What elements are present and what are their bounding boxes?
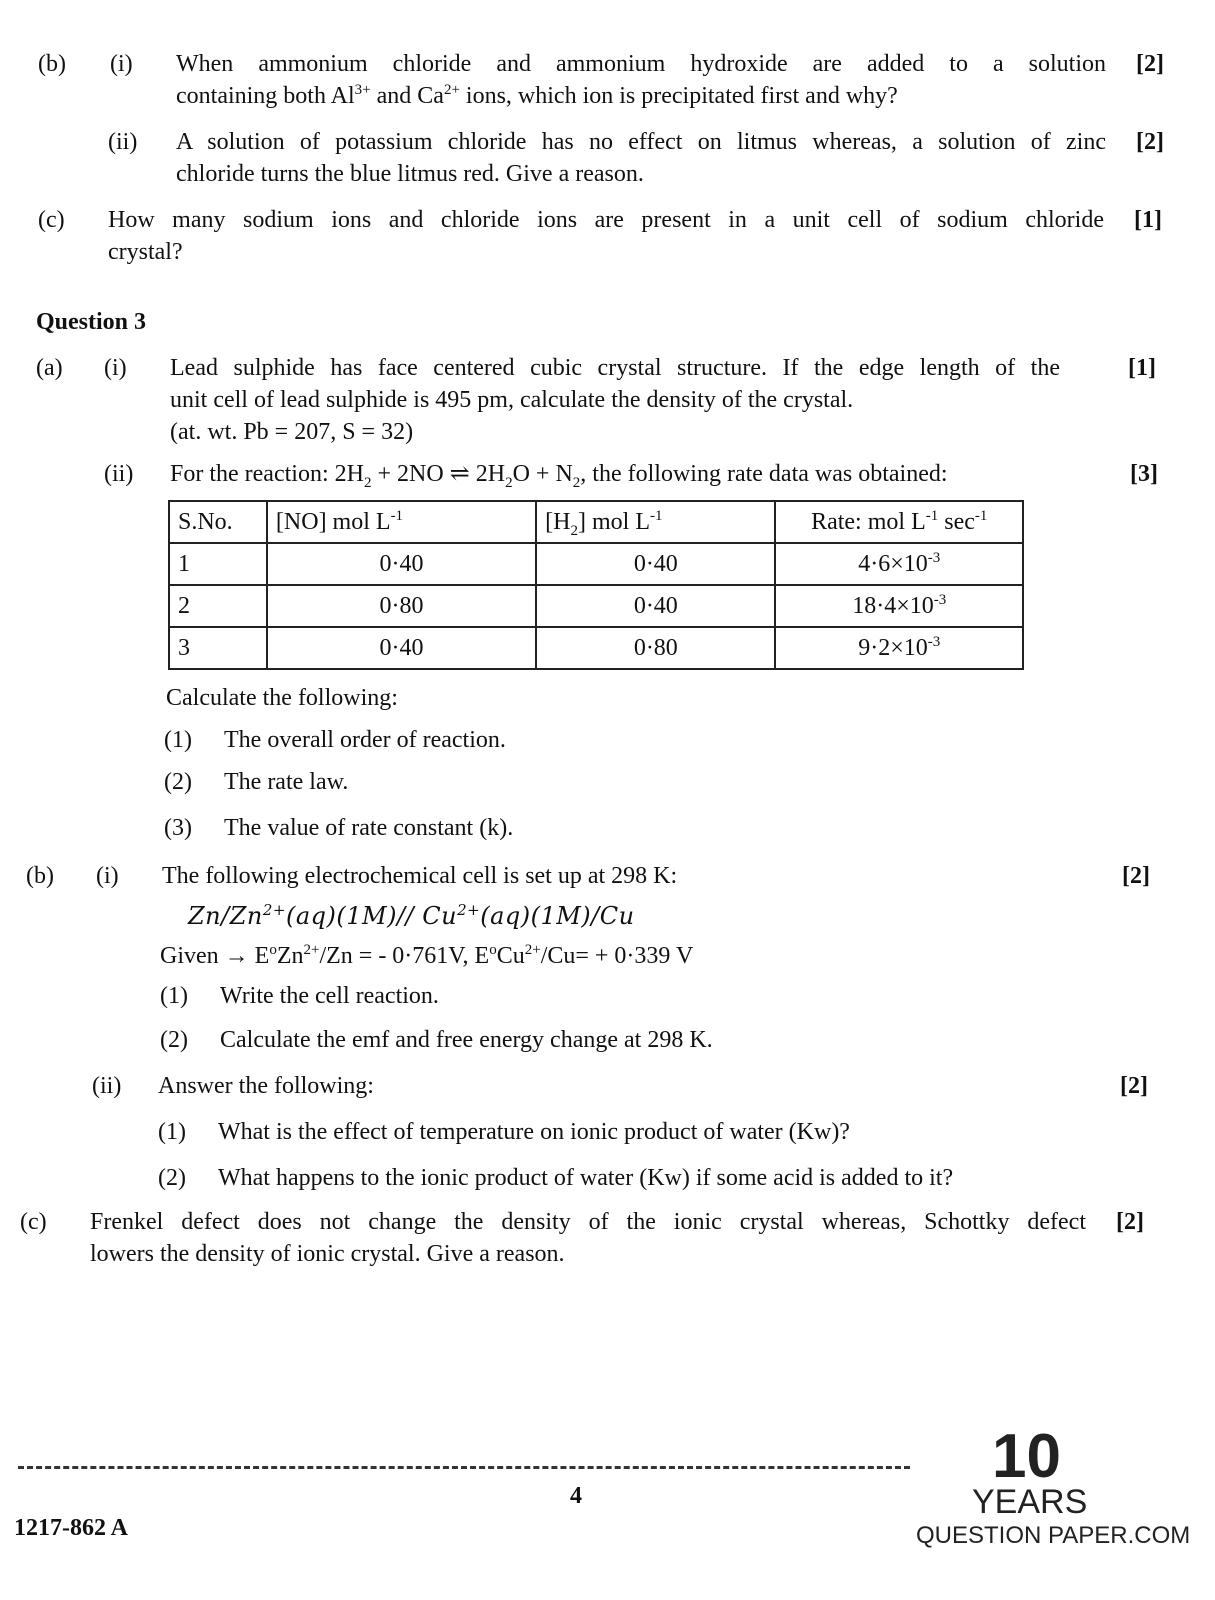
q3-a-ii-intro: For the reaction: $2H_2 + 2NO$ ⇌ $2H_2O + N_2$, the following rate data was obtained: (170, 461, 948, 491)
cell-notation: $Zn/Zn^{2+}(aq)(1M)//$ $Cu^{2+}(aq)(1M)/Cu$ (188, 901, 635, 930)
q3-a-ii-item-text: The rate law. (224, 769, 349, 795)
q3-a-i-line3: (at. wt. Pb = 207, S = 32) (170, 419, 414, 445)
q2-c-line2: crystal? (108, 239, 183, 265)
q3-b-i-line1: The following electrochemical cell is set up at 298 K: (162, 863, 678, 889)
q3-b-i-item-text: Calculate the emf and free energy change at 298 K. (220, 1027, 713, 1053)
q3-c-marks: [2] (1116, 1209, 1144, 1235)
q3-a-ii-item-num: (3) (164, 815, 192, 841)
q2-c-line1: How many sodium ions and chloride ions are present in a unit cell of sodium chloride (108, 207, 1104, 233)
q3-a-i-line2: unit cell of lead sulphide is 495 pm, calculate the density of the crystal. (170, 387, 854, 413)
q2-b-i-marks: [2] (1136, 51, 1164, 77)
q3-a-i-marks: [1] (1128, 355, 1156, 381)
q3-a-ii-item-text: The overall order of reaction. (224, 727, 506, 753)
q3-a-label: (a) (36, 355, 63, 381)
q3-b-i-marks: [2] (1122, 863, 1150, 889)
cell-h2: 0·40 (536, 543, 775, 585)
q3-b-i-item-num: (2) (160, 1027, 188, 1053)
logo-site: QUESTION PAPER.COM (916, 1522, 1191, 1549)
q3-c-label: (c) (20, 1209, 47, 1235)
q3-b-ii-item-num: (2) (158, 1165, 186, 1191)
q2-b-label: (b) (38, 51, 66, 77)
q3-b-i-item-text: Write the cell reaction. (220, 983, 439, 1009)
header-h2-conc: $[H_2]$ mol $L^{-1}$ (536, 501, 775, 543)
q3-b-i-item-num: (1) (160, 983, 188, 1009)
q3-a-i-line1: Lead sulphide has face centered cubic crystal structure. If the edge length of the (170, 355, 1060, 381)
q2-b-i-num: (i) (110, 51, 133, 77)
table-row (169, 627, 1023, 669)
rate-data-table (168, 500, 1024, 670)
cell-sno: 1 (169, 543, 267, 585)
paper-code: 1217-862 A (14, 1515, 128, 1541)
q3-a-ii-num: (ii) (104, 461, 134, 487)
q3-b-i-num: (i) (96, 863, 119, 889)
cell-h2: 0·40 (536, 585, 775, 627)
table-header-row (169, 501, 1023, 543)
cell-no: 0·40 (267, 543, 536, 585)
page-number: 4 (570, 1483, 582, 1509)
cell-rate: $18\cdot 4\times 10^{-3}$ (775, 585, 1023, 627)
header-no-conc: [NO] mol $L^{-1}$ (267, 501, 536, 543)
header-sno: S.No. (169, 501, 267, 543)
cell-rate: $4\cdot 6\times 10^{-3}$ (775, 543, 1023, 585)
q3-b-label: (b) (26, 863, 54, 889)
q3-c-line1: Frenkel defect does not change the density of the ionic crystal whereas, Schottky defect (90, 1209, 1086, 1235)
q2-b-ii-marks: [2] (1136, 129, 1164, 155)
q3-a-i-num: (i) (104, 355, 127, 381)
q3-b-ii-item-text: What is the effect of temperature on ionic product of water (Kw)? (218, 1119, 850, 1145)
cell-no: 0·40 (267, 627, 536, 669)
q2-b-ii-num: (ii) (108, 129, 138, 155)
header-rate: Rate: mol $L^{-1}$ $\sec^{-1}$ (775, 501, 1023, 543)
q3-b-ii-num: (ii) (92, 1073, 122, 1099)
cell-h2: 0·80 (536, 627, 775, 669)
q2-b-i-line2: containing both $Al^{3+}$ and $Ca^{2+}$ ions, which ion is precipitated first and why? (176, 82, 898, 109)
cell-sno: 3 (169, 627, 267, 669)
q3-a-ii-item-num: (2) (164, 769, 192, 795)
q3-b-ii-item-num: (1) (158, 1119, 186, 1145)
q3-b-ii-line1: Answer the following: (158, 1073, 374, 1099)
given-potentials: Given → $E^oZn^{2+}/Zn$ = - 0·761V, $E^oCu^{2+}/Cu= + 0\cdot 339$ V (160, 942, 694, 969)
logo-number: 10 (992, 1422, 1061, 1491)
cell-rate: $9\cdot 2\times 10^{-3}$ (775, 627, 1023, 669)
q3-b-ii-marks: [2] (1120, 1073, 1148, 1099)
q3-c-line2: lowers the density of ionic crystal. Give a reason. (90, 1241, 565, 1267)
footer-divider (18, 1466, 910, 1469)
q3-heading: Question 3 (36, 309, 147, 335)
q2-c-label: (c) (38, 207, 65, 233)
q3-a-ii-item-num: (1) (164, 727, 192, 753)
q3-b-ii-item-text: What happens to the ionic product of water (Kw) if some acid is added to it? (218, 1165, 954, 1191)
table-row (169, 585, 1023, 627)
q3-a-ii-marks: [3] (1130, 461, 1158, 487)
q2-b-ii-line1: A solution of potassium chloride has no effect on litmus whereas, a solution of zinc (176, 129, 1106, 155)
q2-b-ii-line2: chloride turns the blue litmus red. Give a reason. (176, 161, 644, 187)
q3-a-ii-item-text: The value of rate constant (k). (224, 815, 514, 841)
cell-sno: 2 (169, 585, 267, 627)
table-row (169, 543, 1023, 585)
q2-c-marks: [1] (1134, 207, 1162, 233)
cell-no: 0·80 (267, 585, 536, 627)
logo-years: YEARS (972, 1483, 1088, 1521)
q2-b-i-line1: When ammonium chloride and ammonium hydroxide are added to a solution (176, 51, 1106, 77)
q3-a-ii-calc-intro: Calculate the following: (166, 685, 398, 711)
